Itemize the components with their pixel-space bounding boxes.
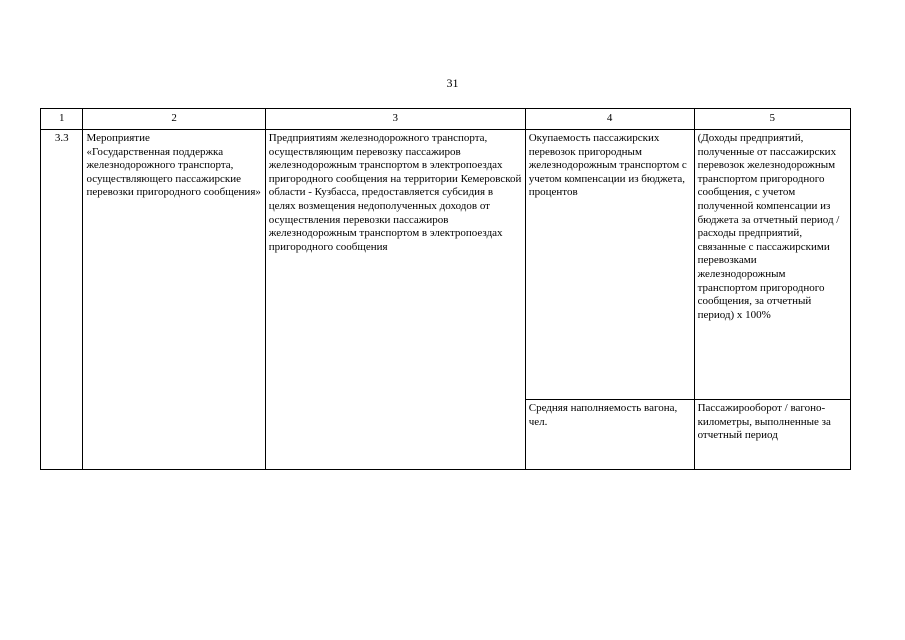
measure-description-cell: Предприятиям железнодорожного транспорта, осуществляющим перевозку пассажиров железнодорожным транспортом в электропоездах пригородного сообщения на территории Кемеровской области - Кузбасса, предоставляется субсидия в целях возмещения недополученных доходов от осуществления перевозки пассажиров железнодорожным транспортом в электропоездах пригородного сообщения: [265, 130, 525, 470]
indicator-name-cell: Средняя наполняемость вагона, чел.: [525, 400, 694, 470]
column-header-3: 3: [265, 109, 525, 130]
column-header-1: 1: [41, 109, 83, 130]
column-header-5: 5: [694, 109, 850, 130]
column-header-2: 2: [83, 109, 265, 130]
measure-name-cell: Мероприятие «Государственная поддержка железнодорожного транспорта, осуществляющего пассажирские перевозки пригородного сообщения»: [83, 130, 265, 470]
row-number-cell: 3.3: [41, 130, 83, 470]
indicator-formula-cell: Пассажирооборот / вагоно-километры, выполненные за отчетный период: [694, 400, 850, 470]
measures-table: [40, 108, 851, 470]
table-header-row: [41, 109, 851, 130]
page-number: 31: [446, 76, 459, 90]
indicator-name-cell: Окупаемость пассажирских перевозок пригородным железнодорожным транспортом с учетом компенсации из бюджета, процентов: [525, 130, 694, 400]
column-header-4: 4: [525, 109, 694, 130]
table-row: [41, 130, 851, 400]
indicator-formula-cell: (Доходы предприятий, полученные от пассажирских перевозок железнодорожным транспортом пригородного сообщения, с учетом полученной компенсации из бюджета за отчетный период / расходы предприятий, связанные с пассажирскими перевозками железнодорожным транспортом пригородного сообщения, за отчетный период) x 100%: [694, 130, 850, 400]
